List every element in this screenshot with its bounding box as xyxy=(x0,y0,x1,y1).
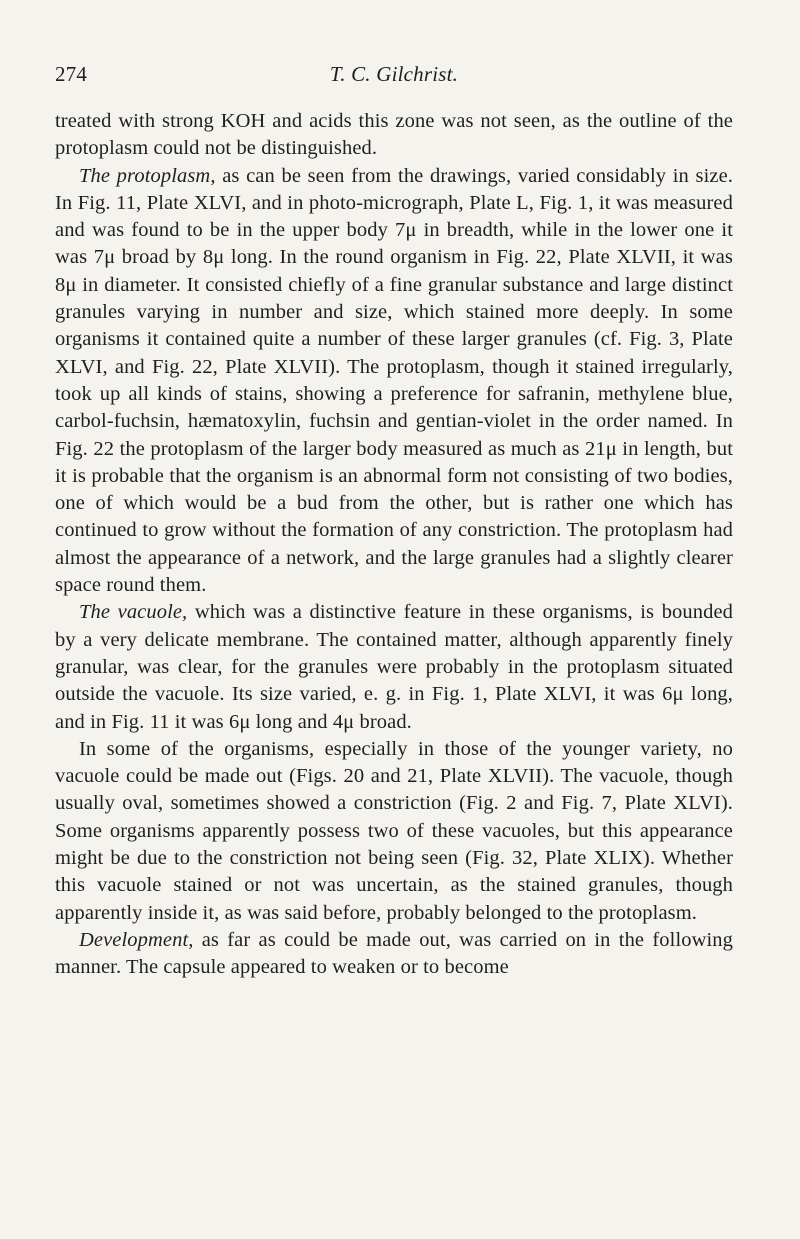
paragraph-text: which was a distinctive feature in these organisms, is bounded by a very delicate membrane. The contained matter, although apparently finely granular, was clear, for the granules were probably in the protoplasm situated outside the vacuole. Its size varied, e. g. in Fig. 1, Plate XLVI, it was 6μ long, and in Fig. 11 it was 6μ long and 4μ broad. xyxy=(55,601,733,733)
paragraph-lead: Development, xyxy=(79,928,194,951)
paragraph xyxy=(55,108,733,163)
paragraph xyxy=(55,599,733,735)
paragraph-text: treated with strong KOH and acids this zone was not seen, as the outline of the protoplasm could not be distinguished. xyxy=(55,110,733,160)
paragraph-lead: The vacuole, xyxy=(79,601,188,624)
paragraph-text: as far as could be made out, was carried on in the following manner. The capsule appeared to weaken or to become xyxy=(55,928,733,979)
paragraph-lead: The protoplasm, xyxy=(79,164,216,187)
page-header xyxy=(55,58,733,98)
paragraph xyxy=(55,736,733,927)
page-number: 274 xyxy=(55,62,88,86)
paragraph xyxy=(55,927,733,982)
paragraph-text: as can be seen from the drawings, varied considably in size. In Fig. 11, Plate XLVI, and in photo-micrograph, Plate L, Fig. 1, it was measured and was found to be in the upper body 7μ in breadth, while in the lower one it was 7μ broad by 8μ long. In the round organism in Fig. 22, Plate XLVII, it was 8μ in diameter. It consisted chiefly of a fine granular substance and large distinct granules varying in number and size, which stained more deeply. In some organisms it contained quite a number of these larger granules (cf. Fig. 3, Plate XLVI, and Fig. 22, Plate XLVII). The protoplasm, though it stained irregularly, took up all kinds of stains, showing a preference for safranin, methylene blue, carbol-fuchsin, hæmatoxylin, fuchsin and gentian-violet in the order named. In Fig. 22 the protoplasm of the larger body measured as much as 21μ in length, but it is probable that the organism is an abnormal form not consisting of two bodies, one of which would be a bud from the other, but is rather one which has continued to grow without the formation of any constriction. The protoplasm had almost the appearance of a network, and the large granules had a slightly clearer space round them. xyxy=(55,164,733,597)
body-text xyxy=(55,108,733,982)
paragraph-text: In some of the organisms, especially in those of the younger variety, no vacuole could be made out (Figs. 20 and 21, Plate XLVII). The vacuole, though usually oval, sometimes showed a constriction (Fig. 2 and Fig. 7, Plate XLVI). Some organisms apparently possess two of these vacuoles, but this appearance might be due to the constriction not being seen (Fig. 32, Plate XLIX). Whether this vacuole stained or not was uncertain, as the stained granules, though apparently inside it, as was said before, probably belonged to the protoplasm. xyxy=(55,737,733,924)
running-head: T. C. Gilchrist. xyxy=(329,62,459,86)
paragraph xyxy=(55,163,733,600)
